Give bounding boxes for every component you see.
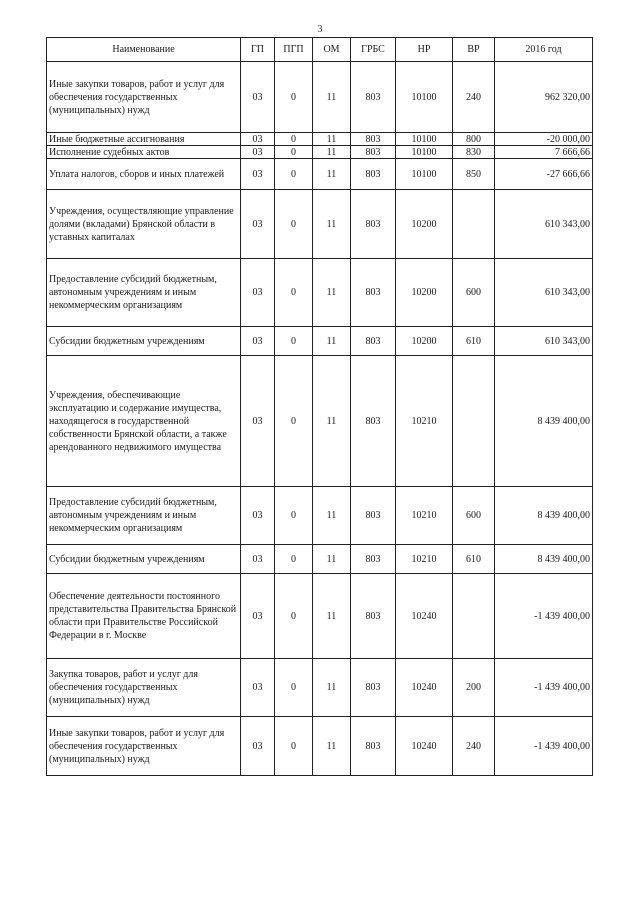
cell-pgp: 0 (275, 259, 313, 327)
cell-name: Предоставление субсидий бюджетным, автономным учреждениям и иным некоммерческим организациям (47, 259, 241, 327)
cell-pgp: 0 (275, 717, 313, 776)
header-vr: ВР (453, 38, 495, 62)
cell-amount: -27 666,66 (495, 159, 593, 190)
cell-amount: -1 439 400,00 (495, 717, 593, 776)
cell-vr: 600 (453, 487, 495, 545)
cell-nr: 10240 (396, 574, 453, 659)
cell-gp: 03 (241, 259, 275, 327)
table-row (47, 259, 593, 327)
cell-vr: 600 (453, 259, 495, 327)
cell-om: 11 (313, 487, 351, 545)
cell-name: Обеспечение деятельности постоянного представительства Правительства Брянской области при Правительстве Российской Федерации в г. Москве (47, 574, 241, 659)
cell-nr: 10100 (396, 62, 453, 133)
table-row (47, 190, 593, 259)
cell-vr (453, 356, 495, 487)
cell-pgp: 0 (275, 574, 313, 659)
cell-om: 11 (313, 717, 351, 776)
cell-pgp: 0 (275, 545, 313, 574)
cell-name: Закупка товаров, работ и услуг для обеспечения государственных (муниципальных) нужд (47, 659, 241, 717)
cell-gp: 03 (241, 574, 275, 659)
cell-name: Субсидии бюджетным учреждениям (47, 327, 241, 356)
cell-pgp: 0 (275, 487, 313, 545)
cell-nr: 10210 (396, 487, 453, 545)
cell-name: Предоставление субсидий бюджетным, автономным учреждениям и иным некоммерческим организациям (47, 487, 241, 545)
cell-gp: 03 (241, 356, 275, 487)
cell-nr: 10100 (396, 146, 453, 159)
cell-gp: 03 (241, 190, 275, 259)
cell-gp: 03 (241, 327, 275, 356)
table-row (47, 717, 593, 776)
cell-vr: 610 (453, 327, 495, 356)
table-row (47, 659, 593, 717)
cell-name: Субсидии бюджетным учреждениям (47, 545, 241, 574)
cell-nr: 10210 (396, 356, 453, 487)
cell-om: 11 (313, 259, 351, 327)
header-name: Наименование (47, 38, 241, 62)
cell-vr: 610 (453, 545, 495, 574)
cell-name: Иные закупки товаров, работ и услуг для обеспечения государственных (муниципальных) нужд (47, 717, 241, 776)
header-grbs: ГРБС (351, 38, 396, 62)
table-row (47, 146, 593, 159)
cell-grbs: 803 (351, 717, 396, 776)
cell-vr: 200 (453, 659, 495, 717)
cell-om: 11 (313, 62, 351, 133)
cell-amount: 8 439 400,00 (495, 487, 593, 545)
cell-om: 11 (313, 159, 351, 190)
header-year: 2016 год (495, 38, 593, 62)
cell-grbs: 803 (351, 146, 396, 159)
cell-nr: 10240 (396, 659, 453, 717)
cell-om: 11 (313, 190, 351, 259)
cell-pgp: 0 (275, 159, 313, 190)
cell-grbs: 803 (351, 190, 396, 259)
cell-om: 11 (313, 574, 351, 659)
cell-nr: 10200 (396, 190, 453, 259)
cell-pgp: 0 (275, 356, 313, 487)
cell-grbs: 803 (351, 659, 396, 717)
cell-gp: 03 (241, 159, 275, 190)
cell-gp: 03 (241, 133, 275, 146)
cell-amount: -1 439 400,00 (495, 574, 593, 659)
cell-nr: 10210 (396, 545, 453, 574)
cell-nr: 10200 (396, 259, 453, 327)
cell-amount: 962 320,00 (495, 62, 593, 133)
cell-nr: 10100 (396, 133, 453, 146)
cell-pgp: 0 (275, 327, 313, 356)
cell-gp: 03 (241, 717, 275, 776)
cell-pgp: 0 (275, 146, 313, 159)
cell-name: Иные закупки товаров, работ и услуг для обеспечения государственных (муниципальных) нужд (47, 62, 241, 133)
table-row (47, 159, 593, 190)
cell-name: Исполнение судебных актов (47, 146, 241, 159)
table-row (47, 327, 593, 356)
cell-amount: 7 666,66 (495, 146, 593, 159)
table-row (47, 356, 593, 487)
cell-amount: 610 343,00 (495, 259, 593, 327)
cell-grbs: 803 (351, 159, 396, 190)
cell-vr (453, 574, 495, 659)
cell-name: Учреждения, обеспечивающие эксплуатацию и содержание имущества, находящегося в государственной собственности Брянской области, а также арендованного недвижимого имущества (47, 356, 241, 487)
cell-grbs: 803 (351, 133, 396, 146)
table-row (47, 574, 593, 659)
cell-pgp: 0 (275, 659, 313, 717)
cell-nr: 10200 (396, 327, 453, 356)
header-nr: НР (396, 38, 453, 62)
cell-name: Иные бюджетные ассигнования (47, 133, 241, 146)
header-om: ОМ (313, 38, 351, 62)
cell-om: 11 (313, 356, 351, 487)
table-row (47, 545, 593, 574)
cell-pgp: 0 (275, 190, 313, 259)
cell-grbs: 803 (351, 545, 396, 574)
budget-table (46, 37, 593, 776)
cell-om: 11 (313, 545, 351, 574)
cell-vr: 240 (453, 62, 495, 133)
cell-vr: 800 (453, 133, 495, 146)
cell-nr: 10240 (396, 717, 453, 776)
cell-grbs: 803 (351, 259, 396, 327)
header-row (47, 38, 593, 62)
cell-pgp: 0 (275, 62, 313, 133)
cell-grbs: 803 (351, 327, 396, 356)
cell-vr: 850 (453, 159, 495, 190)
cell-pgp: 0 (275, 133, 313, 146)
table-row (47, 133, 593, 146)
cell-amount: 610 343,00 (495, 327, 593, 356)
cell-grbs: 803 (351, 62, 396, 133)
cell-amount: -20 000,00 (495, 133, 593, 146)
cell-name: Уплата налогов, сборов и иных платежей (47, 159, 241, 190)
cell-vr: 240 (453, 717, 495, 776)
cell-grbs: 803 (351, 574, 396, 659)
cell-nr: 10100 (396, 159, 453, 190)
cell-gp: 03 (241, 487, 275, 545)
cell-om: 11 (313, 327, 351, 356)
cell-vr (453, 190, 495, 259)
cell-amount: 8 439 400,00 (495, 356, 593, 487)
page-number: 3 (317, 24, 323, 35)
cell-gp: 03 (241, 146, 275, 159)
cell-grbs: 803 (351, 487, 396, 545)
cell-gp: 03 (241, 659, 275, 717)
cell-vr: 830 (453, 146, 495, 159)
cell-om: 11 (313, 133, 351, 146)
cell-gp: 03 (241, 62, 275, 133)
cell-amount: 8 439 400,00 (495, 545, 593, 574)
header-pgp: ПГП (275, 38, 313, 62)
cell-om: 11 (313, 659, 351, 717)
header-gp: ГП (241, 38, 275, 62)
cell-name: Учреждения, осуществляющие управление долями (вкладами) Брянской области в уставных капиталах (47, 190, 241, 259)
cell-grbs: 803 (351, 356, 396, 487)
cell-gp: 03 (241, 545, 275, 574)
table-row (47, 487, 593, 545)
cell-amount: -1 439 400,00 (495, 659, 593, 717)
cell-amount: 610 343,00 (495, 190, 593, 259)
table-row (47, 62, 593, 133)
cell-om: 11 (313, 146, 351, 159)
